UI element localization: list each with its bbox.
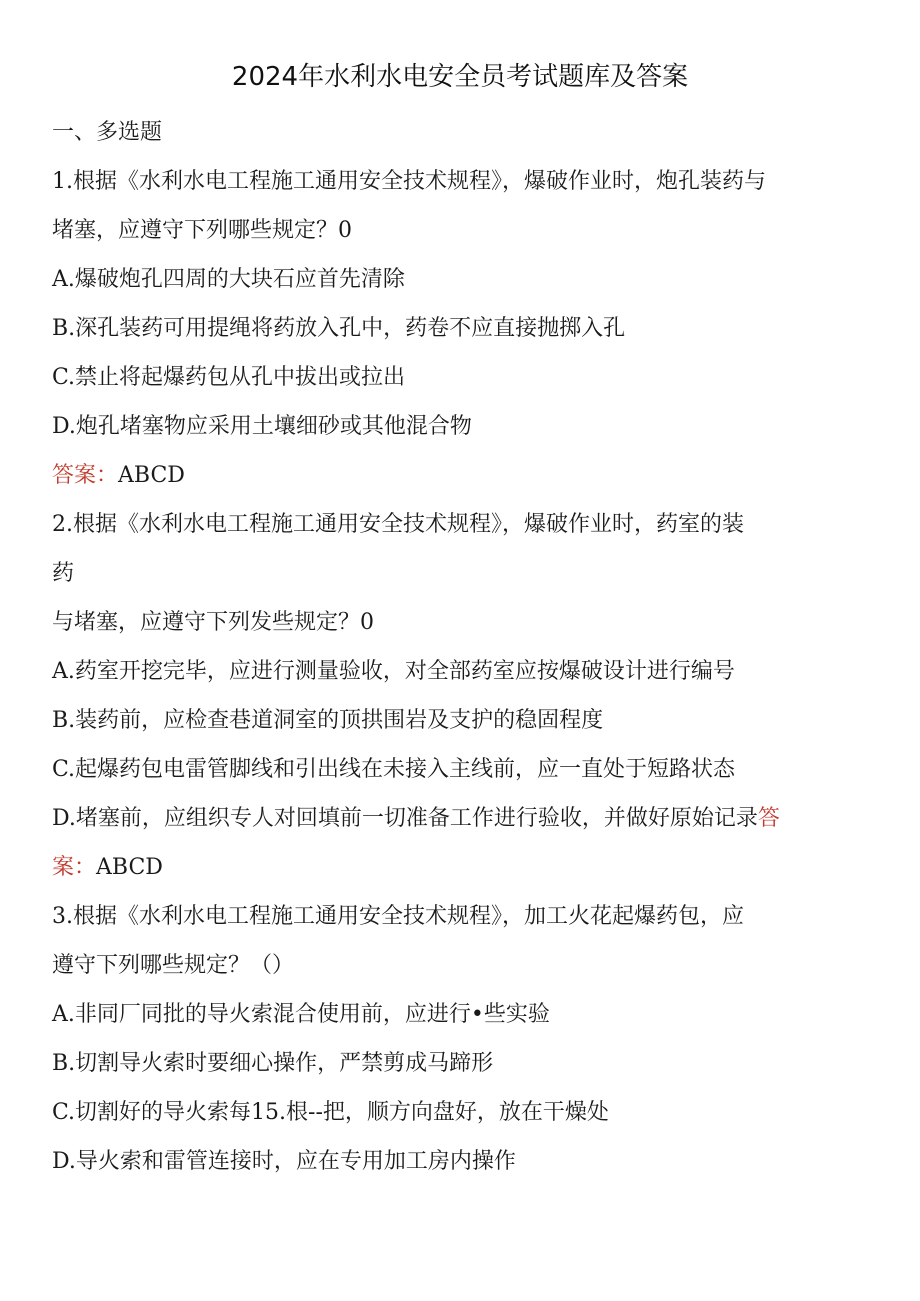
option-text: D.堵塞前，应组织专人对回填前一切准备工作进行验收，并做好原始记录	[52, 806, 758, 831]
answer-label-part2: 案：	[52, 855, 97, 880]
question-2-stem-line-3: 与堵塞，应遵守下列发些规定？0	[52, 610, 374, 635]
question-3-option-d: D.导火索和雷管连接时，应在专用加工房内操作	[52, 1149, 516, 1174]
question-1-option-a: A.爆破炮孔四周的大块石应首先清除	[52, 267, 405, 292]
section-heading: 一、多选题	[52, 120, 163, 145]
question-2-option-b: B.装药前，应检查巷道洞室的顶拱围岩及支护的稳固程度	[52, 708, 604, 733]
question-1-option-b: B.深孔装药可用提绳将药放入孔中，药卷不应直接抛掷入孔	[52, 316, 626, 341]
question-2-option-a: A.药室开挖完毕，应进行测量验收，对全部药室应按爆破设计进行编号	[52, 659, 735, 684]
question-2-stem-line-1: 2.根据《水利水电工程施工通用安全技术规程》，爆破作业时，药室的装	[52, 512, 744, 537]
question-2-stem-line-2: 药	[52, 561, 75, 586]
answer-label: 答案：	[52, 463, 119, 488]
document-title: 2024年水利水电安全员考试题库及答案	[231, 62, 689, 92]
question-3-option-a: A.非同厂同批的导火索混合使用前，应进行•些实验	[52, 1002, 550, 1027]
question-3-option-b: B.切割导火索时要细心操作，严禁剪成马蹄形	[52, 1051, 494, 1076]
answer-label-part1: 答	[757, 806, 780, 831]
question-3-option-c: C.切割好的导火索每15.根--把，顺方向盘好，放在干燥处	[52, 1100, 609, 1125]
question-1-stem-line-1: 1.根据《水利水电工程施工通用安全技术规程》，爆破作业时，炮孔装药与	[52, 169, 766, 194]
answer-value: ABCD	[96, 855, 163, 880]
question-1-option-d: D.炮孔堵塞物应采用土壤细砂或其他混合物	[52, 414, 472, 439]
answer-value: ABCD	[118, 463, 185, 488]
question-3-stem-line-1: 3.根据《水利水电工程施工通用安全技术规程》，加工火花起爆药包，应	[52, 904, 744, 929]
question-3-stem-line-2: 遵守下列哪些规定？（）	[52, 953, 295, 978]
question-1-stem-line-2: 堵塞，应遵守下列哪些规定？0	[52, 218, 352, 243]
question-1-option-c: C.禁止将起爆药包从孔中拔出或拉出	[52, 365, 406, 390]
question-2-answer	[52, 843, 882, 892]
question-2-option-c: C.起爆药包电雷管脚线和引出线在未接入主线前，应一直处于短路状态	[52, 757, 736, 782]
question-2-option-d	[52, 794, 882, 843]
document-body	[52, 108, 882, 1186]
question-1-answer	[52, 451, 882, 500]
